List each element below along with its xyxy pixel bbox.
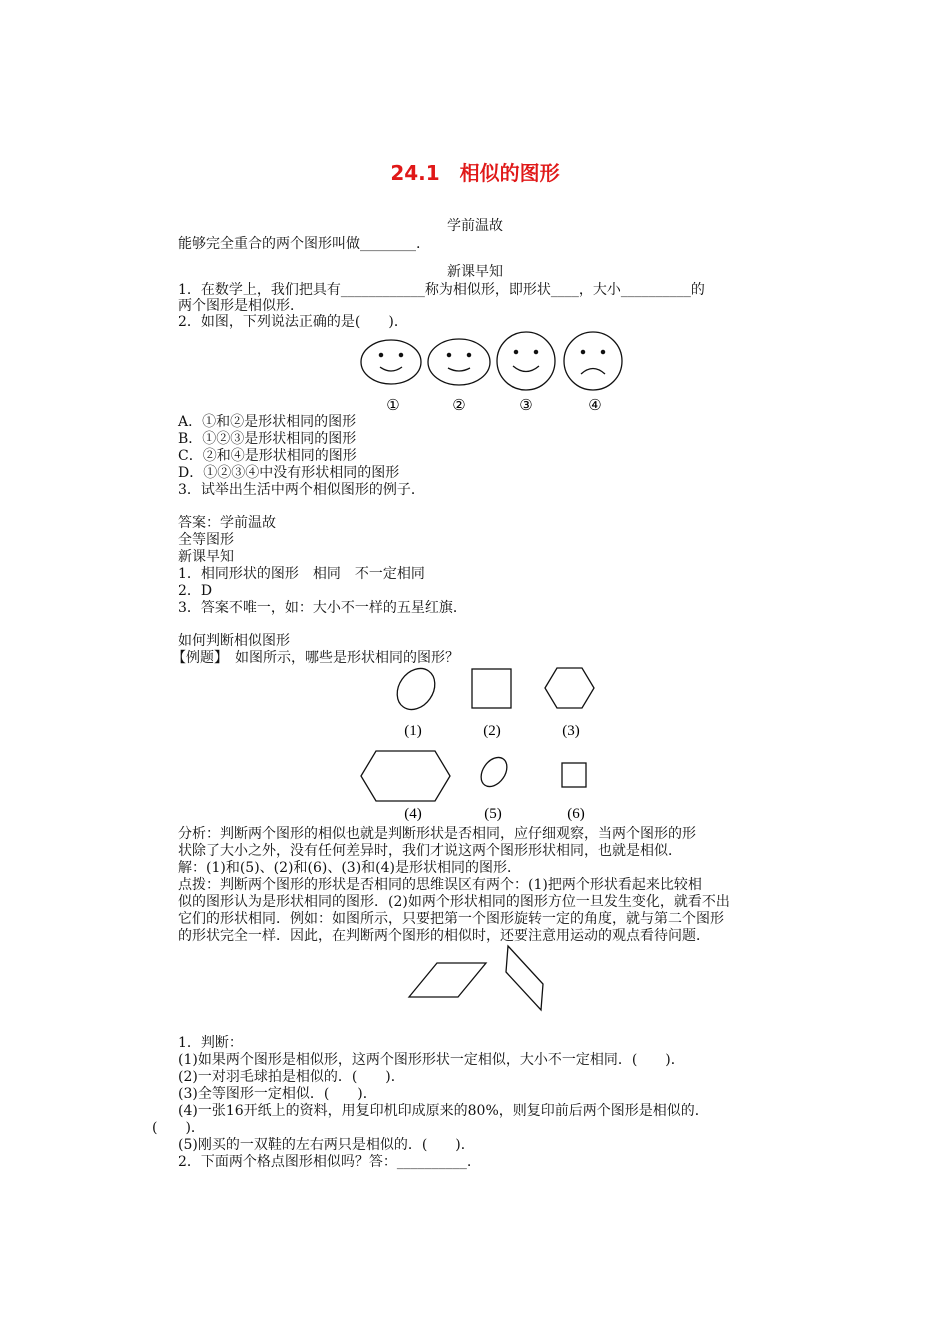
- shape-label-6: (6): [567, 806, 585, 822]
- judge-2: (2)一对羽毛球拍是相似的．( )．: [178, 1069, 405, 1085]
- exercise-q1: 1．判断：: [178, 1035, 243, 1051]
- judge-5: (5)刚买的一双鞋的左右两只是相似的．( )．: [178, 1137, 475, 1153]
- judge-1: (1)如果两个图形是相似形，这两个图形形状一定相似，大小不一定相同．( )．: [178, 1052, 685, 1068]
- solution-line: 解：(1)和(5)、(2)和(6)、(3)和(4)是形状相同的图形．: [178, 860, 521, 876]
- pre-line: 能够完全重合的两个图形叫做________.: [178, 236, 421, 252]
- parallelogram-rotated: [506, 946, 543, 1010]
- shape-label-5: (5): [484, 806, 502, 822]
- face-label-1: ①: [386, 398, 400, 414]
- q1-line2: 两个图形是相似形．: [178, 298, 304, 314]
- judge-3: (3)全等图形一定相似．( )．: [178, 1086, 377, 1102]
- option-d: D．①②③④中没有形状相同的图形: [178, 465, 400, 481]
- shape-label-1: (1): [404, 723, 422, 739]
- q1-line1: 1．在数学上，我们把具有____________称为相似形，即形状____，大小__________的: [178, 282, 705, 298]
- shape-label-2: (2): [483, 723, 501, 739]
- q2-line: 2．如图，下列说法正确的是( )．: [178, 314, 408, 330]
- parallelogram-flat: [409, 963, 486, 997]
- exercise-q2: 2．下面两个格点图形相似吗？答：__________.: [178, 1154, 472, 1170]
- answers-line1: 答案：学前温故: [178, 515, 276, 531]
- answers-line2: 全等图形: [178, 532, 234, 548]
- shape-label-4: (4): [404, 806, 422, 822]
- example-prompt: 【例题】 如图所示，哪些是形状相同的图形？: [172, 650, 459, 666]
- analysis-line1: 分析：判断两个图形的相似也就是判断形状是否相同，应仔细观察，当两个图形的形: [178, 826, 696, 842]
- analysis-line2: 状除了大小之外，没有任何差异时，我们才说这两个图形形状相同，也就是相似．: [178, 843, 682, 859]
- example-heading: 如何判断相似图形: [178, 633, 290, 649]
- new-heading: 新课早知: [447, 264, 503, 280]
- face-label-4: ④: [588, 398, 602, 414]
- option-a: A．①和②是形状相同的图形: [178, 414, 357, 430]
- face-label-3: ③: [519, 398, 533, 414]
- tip-line1: 点拨：判断两个图形的形状是否相同的思维误区有两个：(1)把两个形状看起来比较相: [178, 877, 702, 893]
- option-c: C．②和④是形状相同的图形: [178, 448, 357, 464]
- page-title: 24.1 相似的图形: [390, 161, 560, 185]
- tip-line3: 它们的形状相同．例如：如图所示，只要把第一个图形旋转一定的角度，就与第二个图形: [178, 911, 724, 927]
- option-b: B．①②③是形状相同的图形: [178, 431, 357, 447]
- tip-line2: 似的图形认为是形状相同的图形．(2)如两个形状相同的图形方位一旦发生变化，就看不出: [178, 894, 730, 910]
- answers-line3: 新课早知: [178, 549, 234, 565]
- judge-4-line2: ( )．: [152, 1120, 205, 1136]
- answers-line5: 2．D: [178, 583, 213, 599]
- tip-line4: 的形状完全一样．因此，在判断两个图形的相似时，还要注意用运动的观点看待问题．: [178, 928, 710, 944]
- pre-heading: 学前温故: [447, 218, 503, 234]
- judge-4-line1: (4)一张16开纸上的资料，用复印机印成原来的80%，则复印前后两个图形是相似的．: [178, 1103, 709, 1119]
- face-label-2: ②: [452, 398, 466, 414]
- answers-line4: 1．相同形状的图形 相同 不一定相同: [178, 566, 425, 582]
- answers-line6: 3．答案不唯一，如：大小不一样的五星红旗．: [178, 600, 467, 616]
- q3-line: 3．试举出生活中两个相似图形的例子．: [178, 482, 425, 498]
- shape-label-3: (3): [562, 723, 580, 739]
